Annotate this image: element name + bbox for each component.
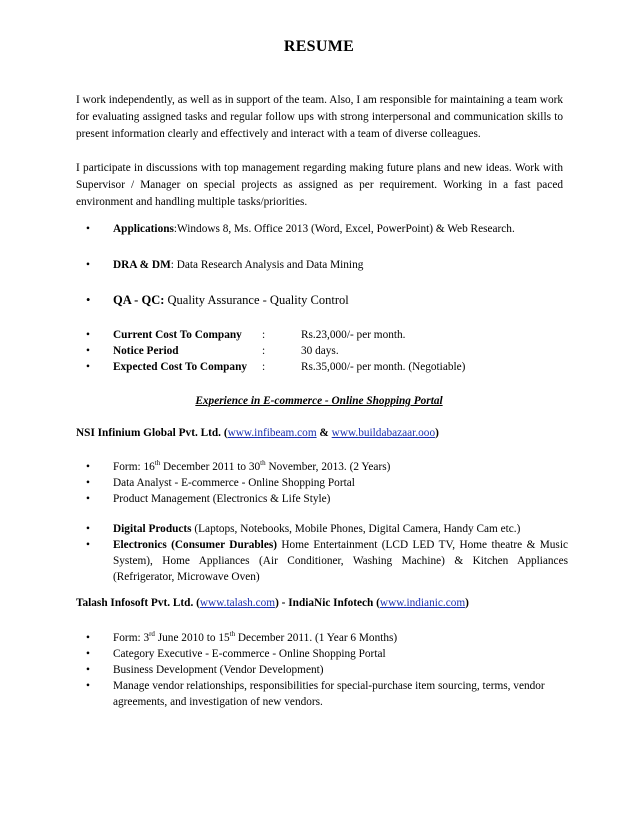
bullet-icon: •	[86, 259, 90, 271]
skill-value: :Windows 8, Ms. Office 2013 (Word, Excel, PowerPoint) & Web Research.	[173, 223, 515, 235]
page-title: RESUME	[283, 38, 355, 55]
resume-page: RESUME I work independently, as well as in support of the team. Also, I am responsible for maintaining a team work for evaluating assigned tasks and regular follow ups with strong interpersonal and communication skills to present information clearly and effectively and interact with a team of diverse colleagues. I participate in discussions with top management regarding making future plans and new ideas. Work with Supervisor / Manager on special projects as assigned as per requirement. Working in a fast paced environment and handling multiple tasks/priorities. • Applications:Windows 8, Ms. Office 2013 (Word, Excel, PowerPoint) & Web Research. • DRA & DM: Data Research Analysis and Data Mining • QA - QC: Quality Assurance - Quality Control • Current Cost To Company : Rs.23,000/- per month. • Notice Period : 30 days. • Expected Cost To Company : Rs.35,000/- per month. (Negotiable) Experience in E-commerce - Online Shopping Portal NSI Infinium Global Pvt. Ltd. (www.infibeam.com & www.buildabazaar.ooo) • Form: 16th December 2011 to 30th November, 2013. (2 Years) • Data Analyst - E-commerce - Online Shopping Portal • Product Management (Electronics & Life Style) • Digital Products (Laptops, Notebooks, Mobile Phones, Digital Camera, Handy Cam etc.) • Electronics (Consumer Durables) Home Entertainment (LCD LED TV, Home theatre & Music System), Home Appliances (Air Conditioner, Washing Machine) & Kitchen Appliances (Refrigerator, Microwave Oven) Talash Infosoft Pvt. Ltd. (www.talash.com) - IndiaNic Infotech (www.indianic.com) • Form: 3rd June 2010 to 15th December 2011. (1 Year 6 Months) • Category Executive - E-commerce - Online Shopping Portal • Business Development (Vendor Development) • Manage vendor relationships, responsibilities for special-purchase item sourcing, terms, vendor agreements, and investigation of new vendors.	[0, 0, 638, 826]
comp-label: Current Cost To Company	[113, 329, 242, 341]
company-link[interactable]: www.talash.com	[199, 597, 276, 609]
comp-sep: :	[262, 345, 266, 357]
comp-label: Notice Period	[113, 345, 179, 357]
bullet-icon: •	[86, 361, 90, 373]
comp-sep: :	[262, 329, 266, 341]
skill-label: QA - QC:	[113, 293, 165, 307]
company-link[interactable]: www.buildabazaar.ooo	[331, 427, 436, 439]
company-name: NSI Infinium Global Pvt. Ltd.	[76, 427, 222, 439]
bullet-icon: •	[86, 523, 90, 535]
bullet-icon: •	[86, 648, 90, 660]
bullet-icon: •	[86, 632, 90, 644]
intro-paragraph-1: I work independently, as well as in support of the team. Also, I am responsible for maintaining a team work for evaluating assigned tasks and regular follow ups with strong interpersonal and communication skills to present information clearly and effectively and interact with a team of diverse colleagues.	[76, 94, 563, 140]
skill-label: Applications	[113, 223, 174, 235]
bullet-icon: •	[86, 539, 90, 551]
company-name: IndiaNic Infotech	[288, 597, 374, 609]
company-link[interactable]: www.indianic.com	[379, 597, 466, 609]
bullet-icon: •	[86, 461, 90, 473]
bullet-icon: •	[86, 664, 90, 676]
job1-heading: NSI Infinium Global Pvt. Ltd. (www.infibeam.com & www.buildabazaar.ooo)	[76, 427, 439, 439]
bullet-icon: •	[86, 477, 90, 489]
bullet-icon: •	[86, 345, 90, 357]
skill-value: : Data Research Analysis and Data Mining	[170, 259, 364, 271]
skill-label: DRA & DM	[113, 259, 171, 271]
bullet-icon: •	[86, 223, 90, 235]
bullet-icon: •	[86, 329, 90, 341]
job2-heading: Talash Infosoft Pvt. Ltd. (www.talash.com) - IndiaNic Infotech (www.indianic.com)	[76, 597, 469, 609]
intro-paragraph-2: I participate in discussions with top management regarding making future plans and new ideas. Work with Supervisor / Manager on special projects as assigned as per requirement. Working in a fast paced environment and handling multiple tasks/priorities.	[76, 162, 563, 208]
bullet-icon: •	[86, 493, 90, 505]
company-name: Talash Infosoft Pvt. Ltd.	[76, 597, 194, 609]
company-link[interactable]: www.infibeam.com	[227, 427, 317, 439]
comp-label: Expected Cost To Company	[113, 361, 248, 373]
bullet-icon: •	[86, 293, 91, 307]
comp-value: Rs.35,000/- per month. (Negotiable)	[301, 361, 466, 373]
skill-value: Quality Assurance - Quality Control	[164, 293, 349, 307]
experience-heading: Experience in E-commerce - Online Shopping Portal	[195, 395, 443, 407]
comp-sep: :	[262, 361, 266, 373]
bullet-icon: •	[86, 680, 90, 692]
comp-value: Rs.23,000/- per month.	[301, 329, 406, 341]
comp-value: 30 days.	[301, 345, 339, 357]
